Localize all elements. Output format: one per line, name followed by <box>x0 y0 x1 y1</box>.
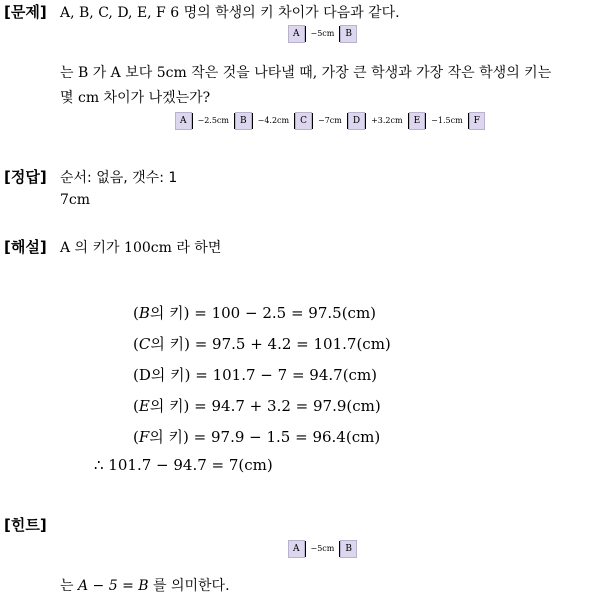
solution-intro: A 의 키가 100cm 라 하면 <box>60 240 222 256</box>
hint-prefix: 는 <box>60 578 78 594</box>
height-diff: −7cm <box>312 113 348 129</box>
height-diff: −5cm <box>305 26 341 42</box>
equation-body: 의 키) = 101.7 − 7 = 94.7(cm) <box>150 366 378 384</box>
solution-label: [해설] <box>4 238 47 256</box>
height-diff: −5cm <box>305 541 341 557</box>
student-box: A <box>288 540 305 558</box>
student-box: A <box>175 112 192 130</box>
diff-strip-chain <box>175 112 485 130</box>
hint-math: A − 5 = B <box>77 578 149 594</box>
student-box: B <box>340 25 357 43</box>
problem-line-1: A, B, C, D, E, F 6 명의 학생의 키 차이가 다음과 같다. <box>60 5 400 21</box>
height-diff: −1.5cm <box>425 113 469 129</box>
equation-d: (D의 키) = 101.7 − 7 = 94.7(cm) <box>133 366 378 384</box>
equation-f: (F의 키) = 97.9 − 1.5 = 96.4(cm) <box>133 428 381 446</box>
student-box: D <box>348 112 365 130</box>
equation-body: 의 키) = 94.7 + 3.2 = 97.9(cm) <box>149 397 381 415</box>
equation-b: (B의 키) = 100 − 2.5 = 97.5(cm) <box>133 304 377 322</box>
student-box: A <box>288 25 305 43</box>
student-box: E <box>409 112 426 130</box>
problem-line-3: 몇 cm 차이가 나겠는가? <box>60 90 211 106</box>
student-box: B <box>235 112 252 130</box>
equation-c: (C의 키) = 97.5 + 4.2 = 101.7(cm) <box>133 335 391 353</box>
height-diff: +3.2cm <box>365 113 409 129</box>
diff-strip-hint <box>288 540 357 558</box>
hint-label: [힌트] <box>4 516 47 534</box>
equation-var: B <box>138 304 150 322</box>
equation-var: F <box>138 428 150 446</box>
equation-var: D <box>138 366 151 384</box>
diff-strip-example <box>288 25 357 43</box>
hint-suffix: 를 의미한다. <box>148 578 230 594</box>
student-box: B <box>340 540 357 558</box>
equation-body: 의 키) = 97.5 + 4.2 = 101.7(cm) <box>150 335 391 353</box>
height-diff: −2.5cm <box>192 113 236 129</box>
answer-label: [정답] <box>4 168 47 186</box>
answer-meta: 순서: 없음, 갯수: 1 <box>60 170 178 186</box>
equation-var: E <box>138 397 150 415</box>
student-box: F <box>469 112 485 130</box>
hint-line <box>60 575 230 595</box>
student-box: C <box>295 112 312 130</box>
equation-e: (E의 키) = 94.7 + 3.2 = 97.9(cm) <box>133 397 381 415</box>
solution-conclusion: ∴ 101.7 − 94.7 = 7(cm) <box>94 456 273 474</box>
equation-body: 의 키) = 97.9 − 1.5 = 96.4(cm) <box>149 428 381 446</box>
answer-value: 7cm <box>60 192 91 208</box>
equation-body: 의 키) = 100 − 2.5 = 97.5(cm) <box>149 304 377 322</box>
problem-label: [문제] <box>4 3 47 21</box>
problem-line-2: 는 B 가 A 보다 5cm 작은 것을 나타낼 때, 가장 큰 학생과 가장 작은 학생의 키는 <box>60 65 552 81</box>
height-diff: −4.2cm <box>252 113 296 129</box>
equation-var: C <box>138 335 151 353</box>
